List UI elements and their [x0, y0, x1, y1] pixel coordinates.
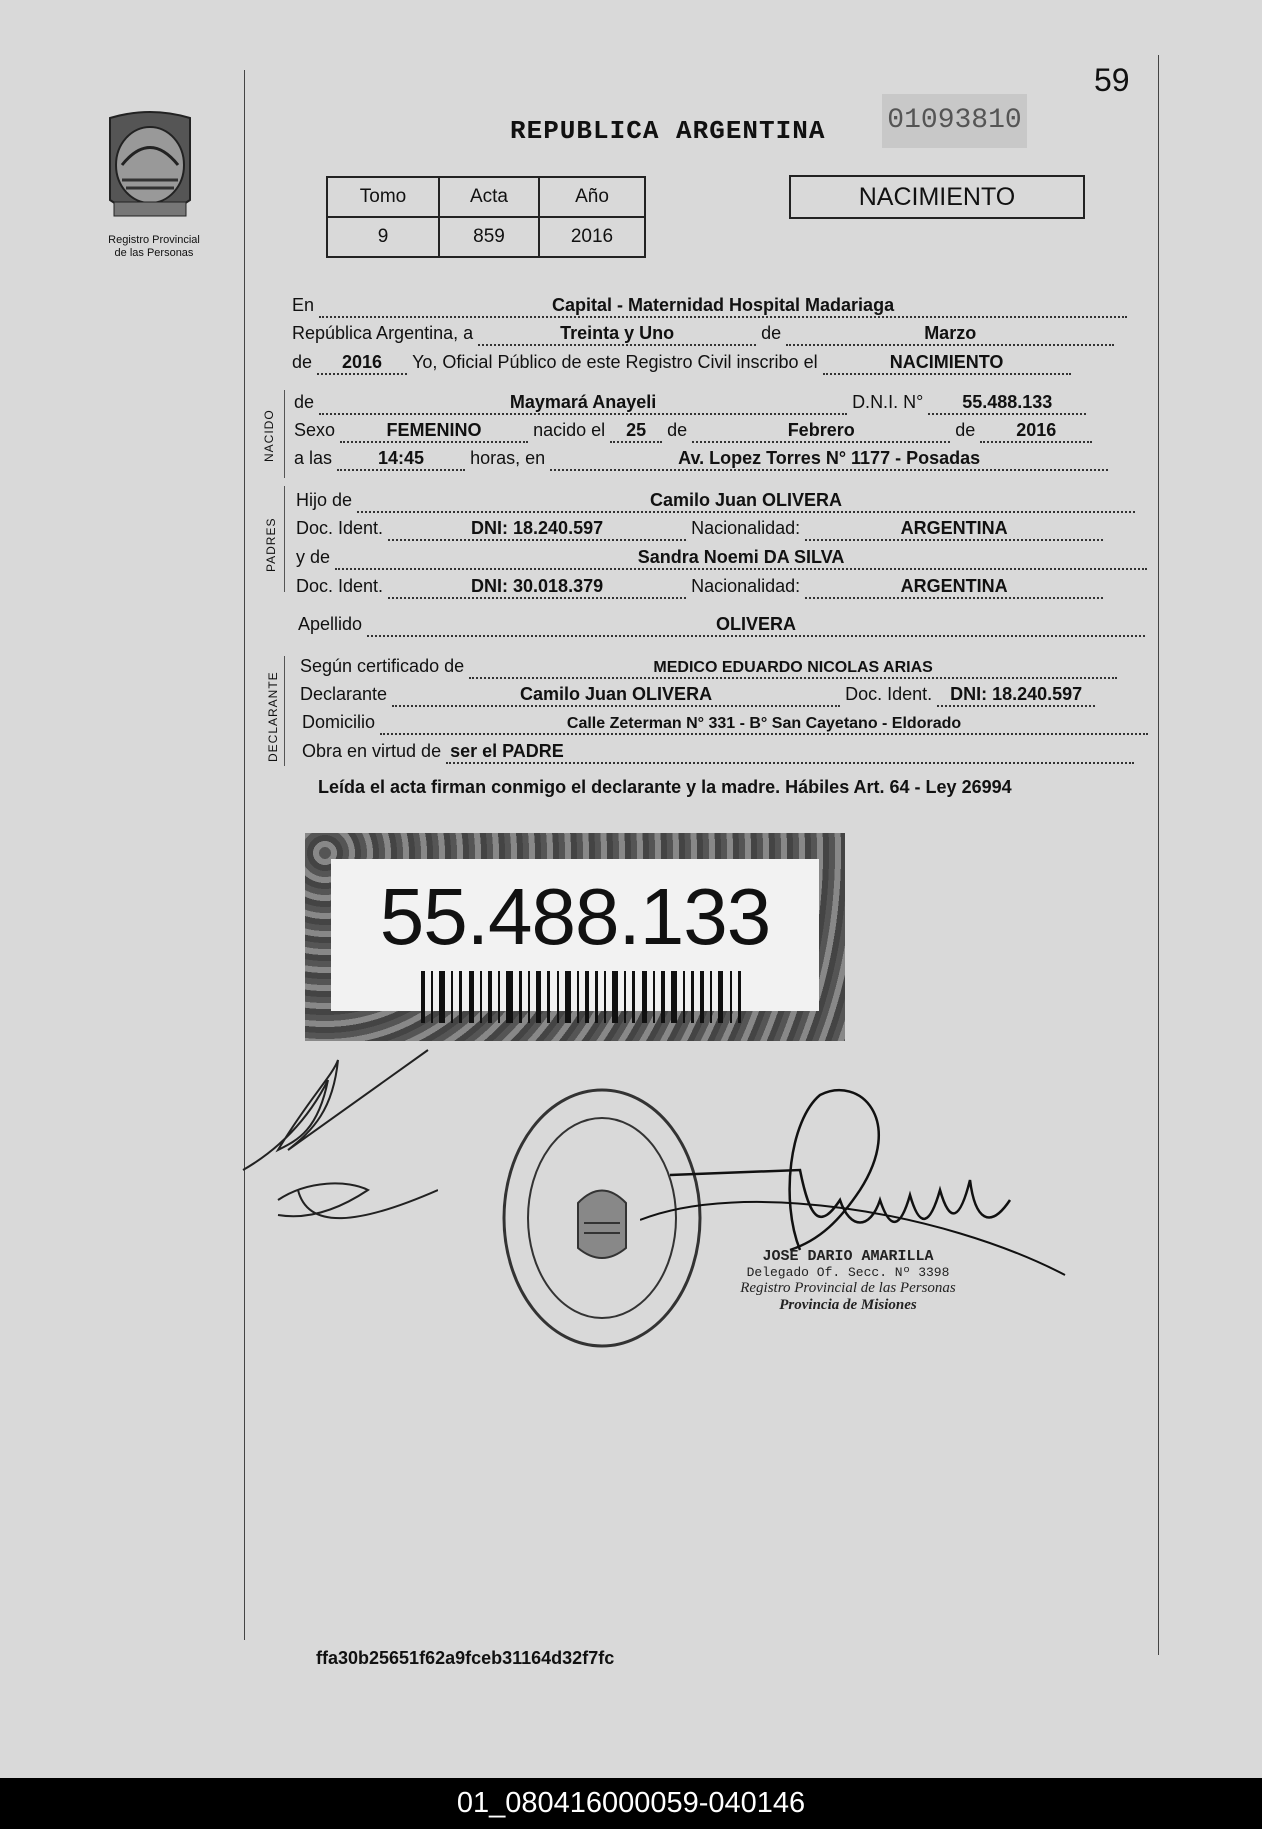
- legal-text: Leída el acta firman conmigo el declarante y la madre. Hábiles Art. 64 - Ley 26994: [318, 777, 1012, 797]
- row-hora: a las 14:45 horas, en Av. Lopez Torres N° 1177 - Posadas: [294, 448, 1108, 471]
- section-declarante-label: DECLARANTE: [266, 671, 280, 762]
- declarant-doc-value: DNI: 18.240.597: [937, 684, 1095, 707]
- father-name-value: Camilo Juan OLIVERA: [357, 490, 1135, 513]
- barcode-bar: [671, 971, 677, 1023]
- record-type-box: NACIMIENTO: [789, 175, 1085, 219]
- barcode-bar: [536, 971, 541, 1023]
- section-nacido-label: NACIDO: [262, 409, 276, 462]
- tomo-value: 9: [327, 217, 439, 257]
- sex-value: FEMENINO: [340, 420, 528, 443]
- birth-day-value: 25: [610, 420, 662, 443]
- barcode-bar: [469, 971, 474, 1023]
- birth-time-value: 14:45: [337, 448, 465, 471]
- barcode-bar: [730, 971, 732, 1023]
- barcode-bar: [585, 971, 589, 1023]
- row-madre-doc: Doc. Ident. DNI: 30.018.379 Nacionalidad: ARGENTINA: [296, 576, 1103, 599]
- document-title: REPUBLICA ARGENTINA: [510, 116, 826, 146]
- row-apellido: Apellido OLIVERA: [298, 614, 1145, 637]
- barcode-bar: [642, 971, 647, 1023]
- barcode-bar: [624, 971, 626, 1023]
- document-hash: ffa30b25651f62a9fceb31164d32f7fc: [316, 1648, 615, 1668]
- row-en: En Capital - Maternidad Hospital Madariaga: [292, 295, 1127, 318]
- official-office: Registro Provincial de las Personas: [740, 1280, 956, 1296]
- barcode-bar: [498, 971, 500, 1023]
- record-table: [326, 176, 646, 258]
- section-padres-label: PADRES: [264, 517, 278, 572]
- father-doc-value: DNI: 18.240.597: [388, 518, 686, 541]
- province-logo: [100, 110, 200, 235]
- mother-doc-value: DNI: 30.018.379: [388, 576, 686, 599]
- row-sexo: Sexo FEMENINO nacido el 25 de Febrero de 2016: [294, 420, 1092, 443]
- day-text-value: Treinta y Uno: [478, 323, 756, 346]
- mother-name-value: Sandra Noemi DA SILVA: [335, 547, 1147, 570]
- barcode-bar: [506, 971, 513, 1023]
- registry-logo-caption: Registro Provincial de las Personas: [108, 234, 200, 259]
- barcode-bar: [653, 971, 655, 1023]
- birth-place-value: Av. Lopez Torres N° 1177 - Posadas: [550, 448, 1108, 471]
- official-name: JOSÉ DARIO AMARILLA: [762, 1248, 934, 1265]
- barcode-bar: [612, 971, 618, 1023]
- barcode-bar: [683, 971, 685, 1023]
- capacity-value: ser el PADRE: [446, 741, 1134, 764]
- birth-month-value: Febrero: [692, 420, 950, 443]
- security-sticker: [305, 833, 845, 1041]
- barcode-bar: [700, 971, 704, 1023]
- declarant-name-value: Camilo Juan OLIVERA: [392, 684, 840, 707]
- left-margin-rule: [244, 70, 245, 1640]
- barcode-bar: [565, 971, 571, 1023]
- year-text-value: 2016: [317, 352, 407, 375]
- place-value: Capital - Maternidad Hospital Madariaga: [319, 295, 1127, 318]
- barcode-bar: [459, 971, 462, 1023]
- barcode-bar: [480, 971, 482, 1023]
- official-position: Delegado Of. Secc. Nº 3398: [746, 1265, 950, 1280]
- barcode-bar: [557, 971, 559, 1023]
- row-certificado: Según certificado de MEDICO EDUARDO NICOLAS ARIAS: [300, 656, 1117, 679]
- barcode-bar: [451, 971, 453, 1023]
- barcode-bar: [738, 971, 741, 1023]
- child-dni-value: 55.488.133: [928, 392, 1086, 415]
- row-padre: Hijo de Camilo Juan OLIVERA: [296, 490, 1135, 513]
- anio-header: Año: [539, 177, 645, 217]
- barcode-bar: [661, 971, 665, 1023]
- official-province: Provincia de Misiones: [779, 1297, 917, 1313]
- barcode-bar: [528, 971, 530, 1023]
- row-obra: Obra en virtud de ser el PADRE: [302, 741, 1134, 764]
- barcode-bar: [421, 971, 425, 1023]
- inscription-value: NACIMIENTO: [823, 352, 1071, 375]
- row-inscribo: de 2016 Yo, Oficial Público de este Registro Civil inscribo el NACIMIENTO: [292, 352, 1071, 375]
- father-nationality-value: ARGENTINA: [805, 518, 1103, 541]
- page-number: 59: [1094, 62, 1130, 98]
- barcode-bar: [595, 971, 598, 1023]
- barcode: [421, 971, 741, 1023]
- barcode-bar: [439, 971, 445, 1023]
- barcode-bar: [488, 971, 492, 1023]
- row-padre-doc: Doc. Ident. DNI: 18.240.597 Nacionalidad: ARGENTINA: [296, 518, 1103, 541]
- acta-value: 859: [439, 217, 539, 257]
- child-name-value: Maymará Anayeli: [319, 392, 847, 415]
- row-madre: y de Sandra Noemi DA SILVA: [296, 547, 1147, 570]
- row-domicilio: Domicilio Calle Zeterman N° 331 - B° San Cayetano - Eldorado: [302, 712, 1148, 735]
- acta-header: Acta: [439, 177, 539, 217]
- row-nombre: de Maymará Anayeli D.N.I. N° 55.488.133: [294, 392, 1086, 415]
- declarant-signature: [238, 1040, 438, 1230]
- row-declarante: Declarante Camilo Juan OLIVERA Doc. Ident. DNI: 18.240.597: [300, 684, 1095, 707]
- sticker-dni-number: 55.488.133: [379, 872, 771, 961]
- barcode-bar: [547, 971, 550, 1023]
- birth-year-value: 2016: [980, 420, 1092, 443]
- tomo-header: Tomo: [327, 177, 439, 217]
- address-value: Calle Zeterman N° 331 - B° San Cayetano - Eldorado: [380, 715, 1148, 735]
- barcode-bar: [577, 971, 579, 1023]
- mother-nationality-value: ARGENTINA: [805, 576, 1103, 599]
- barcode-bar: [519, 971, 522, 1023]
- row-fecha: República Argentina, a Treinta y Uno de Marzo: [292, 323, 1114, 346]
- serial-number: 01093810: [882, 94, 1027, 148]
- barcode-bar: [431, 971, 433, 1023]
- province-shield-icon: [100, 110, 200, 230]
- barcode-bar: [691, 971, 694, 1023]
- barcode-bar: [632, 971, 635, 1023]
- certificate-value: MEDICO EDUARDO NICOLAS ARIAS: [469, 659, 1117, 679]
- barcode-bar: [710, 971, 712, 1023]
- file-id-bar: 01_080416000059-040146: [0, 1778, 1262, 1829]
- right-margin-rule: [1158, 55, 1159, 1655]
- official-stamp: [718, 1248, 978, 1314]
- surname-value: OLIVERA: [367, 614, 1145, 637]
- anio-value: 2016: [539, 217, 645, 257]
- barcode-bar: [604, 971, 606, 1023]
- month-text-value: Marzo: [786, 323, 1114, 346]
- barcode-bar: [718, 971, 723, 1023]
